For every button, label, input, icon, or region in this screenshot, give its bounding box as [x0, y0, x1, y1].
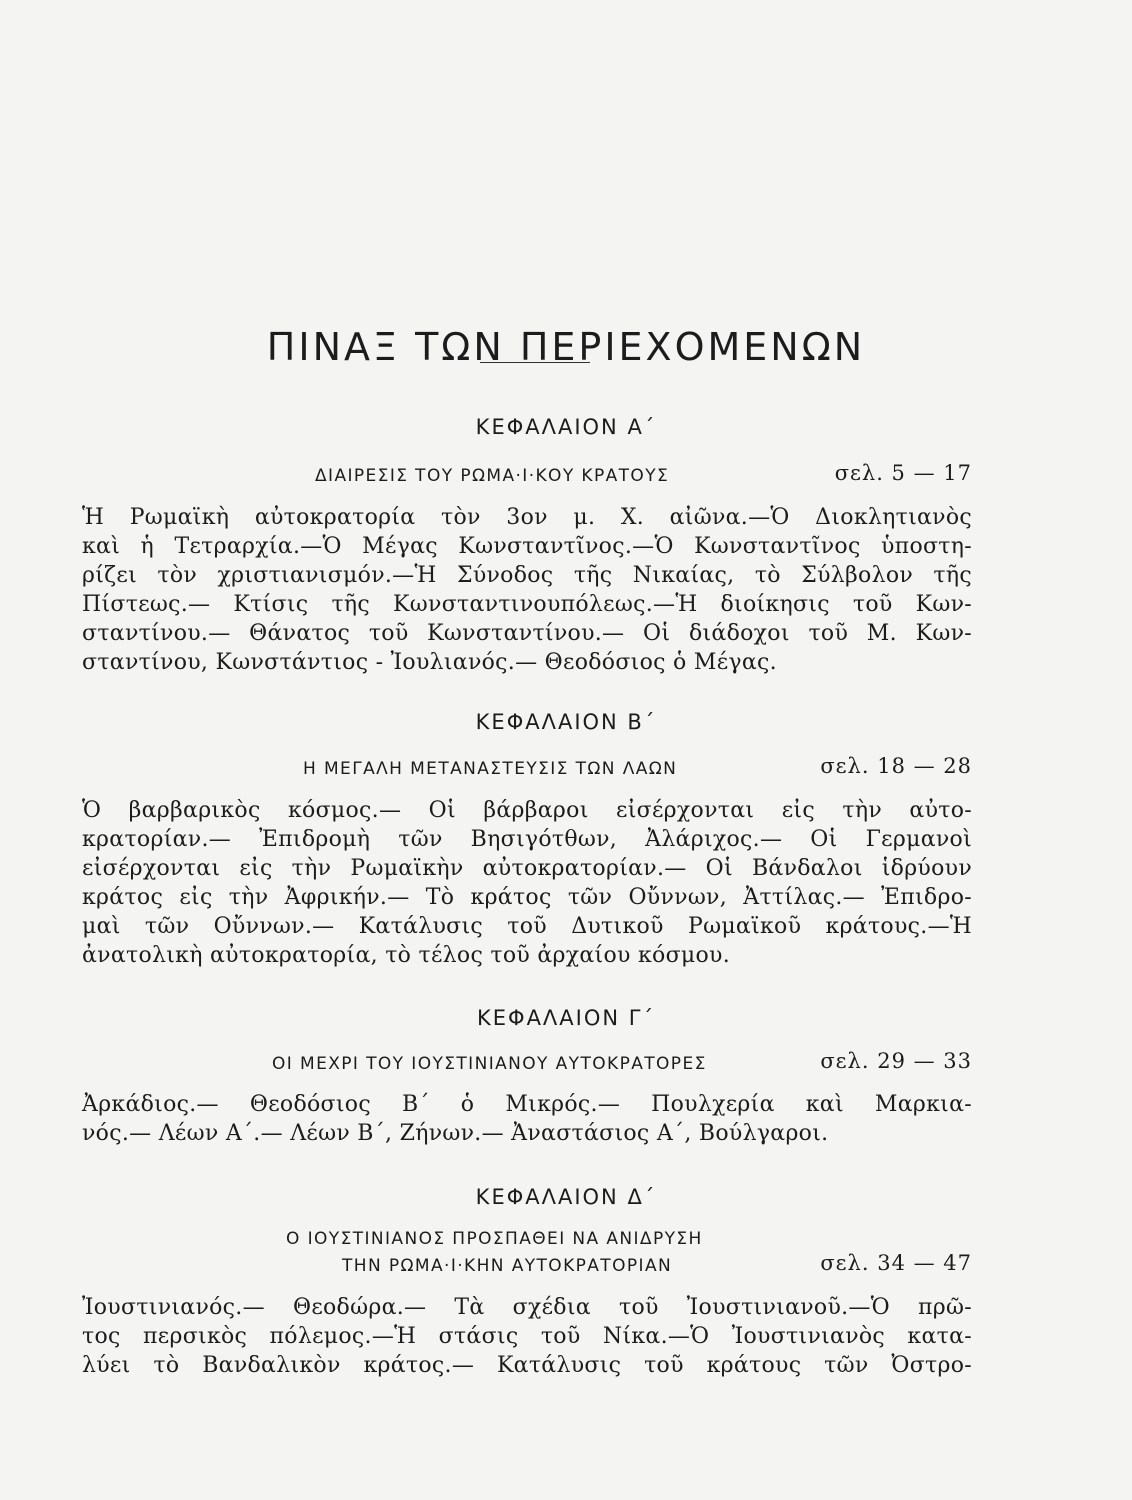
chapter-title: Ο ΙΟΥΣΤΙΝΙΑΝΟΣ ΠΡΟΣΠΑΘΕΙ ΝΑ ΑΝΙΔΡΥΣΗ	[286, 1229, 703, 1249]
summary-line: νός.— Λέων Α΄.— Λέων Β΄, Ζήνων.— Ἀναστάσιος Α΄, Βούλγαροι.	[82, 1121, 829, 1146]
page-range: σελ. 34 — 47	[820, 1251, 972, 1275]
page-range: σελ. 29 — 33	[820, 1049, 972, 1073]
chapter-heading: ΚΕΦΑΛΑΙΟΝ Α΄	[475, 415, 657, 439]
summary-line: Ἀρκάδιος.— Θεοδόσιος Β΄ ὁ Μικρός.— Πουλχερία καὶ Μαρκια-	[82, 1092, 972, 1117]
summary-line: ρίζει τὸν χριστιανισμόν.—Ἡ Σύνοδος τῆς Νικαίας, τὸ Σύλβολον τῆς	[82, 563, 972, 588]
summary-line: κρατορίαν.— Ἐπιδρομὴ τῶν Βησιγότθων, Ἀλάριχος.— Οἱ Γερμανοὶ	[82, 827, 972, 852]
chapter-title: ΔΙΑΙΡΕΣΙΣ ΤΟΥ ΡΩΜΑ·Ι·ΚΟΥ ΚΡΑΤΟΥΣ	[315, 466, 670, 486]
summary-line: Πίστεως.— Κτίσις τῆς Κωνσταντινουπόλεως.—Ἡ διοίκησις τοῦ Κων-	[82, 592, 972, 617]
summary-line: Ὁ βαρβαρικὸς κόσμος.— Οἱ βάρβαροι εἰσέρχονται εἰς τὴν αὐτο-	[82, 798, 972, 823]
page-range: σελ. 18 — 28	[820, 754, 972, 778]
summary-line: σταντίνου, Κωνστάντιος - Ἰουλιανός.— Θεοδόσιος ὁ Μέγας.	[82, 650, 777, 675]
chapter-summary	[82, 1090, 972, 1148]
page-title: ΠΙΝΑΞ ΤΩΝ ΠΕΡΙΕΧΟΜΕΝΩΝ	[266, 325, 866, 370]
title-divider	[480, 362, 590, 363]
summary-line: τος περσικὸς πόλεμος.—Ἡ στάσις τοῦ Νίκα.—Ὁ Ἰουστινιανὸς κατα-	[82, 1324, 972, 1349]
chapter-summary	[82, 796, 972, 970]
summary-line: καὶ ἡ Τετραρχία.—Ὁ Μέγας Κωνσταντῖνος.—Ὁ Κωνσταντῖνος ὑποστη-	[82, 534, 972, 559]
summary-line: σταντίνου.— Θάνατος τοῦ Κωνσταντίνου.— Οἱ διάδοχοι τοῦ Μ. Κων-	[82, 621, 972, 646]
chapter-title: Η ΜΕΓΑΛΗ ΜΕΤΑΝΑΣΤΕΥΣΙΣ ΤΩΝ ΛΑΩΝ	[303, 759, 678, 779]
chapter-title: ΟΙ ΜΕΧΡΙ ΤΟΥ ΙΟΥΣΤΙΝΙΑΝΟΥ ΑΥΤΟΚΡΑΤΟΡΕΣ	[272, 1054, 707, 1074]
summary-line: κράτος εἰς τὴν Ἀφρικήν.— Τὸ κράτος τῶν Οὔννων, Ἀττίλας.— Ἐπιδρο-	[82, 885, 972, 910]
chapter-heading: ΚΕΦΑΛΑΙΟΝ Δ΄	[475, 1185, 657, 1209]
chapter-summary	[82, 503, 972, 677]
summary-line: μαὶ τῶν Οὔννων.— Κατάλυσις τοῦ Δυτικοῦ Ρωμαϊκοῦ κράτους.—Ἡ	[82, 914, 972, 939]
page-range: σελ. 5 — 17	[834, 461, 972, 485]
summary-line: ἀνατολικὴ αὐτοκρατορία, τὸ τέλος τοῦ ἀρχαίου κόσμου.	[82, 943, 731, 968]
summary-line: Ἰουστινιανός.— Θεοδώρα.— Τὰ σχέδια τοῦ Ἰουστινιανοῦ.—Ὁ πρῶ-	[82, 1295, 972, 1320]
summary-line: λύει τὸ Βανδαλικὸν κράτος.— Κατάλυσις τοῦ κράτους τῶν Ὀστρο-	[82, 1353, 972, 1378]
chapter-title: ΤΗΝ ΡΩΜΑ·Ι·ΚΗΝ ΑΥΤΟΚΡΑΤΟΡΙΑΝ	[342, 1256, 673, 1276]
summary-line: εἰσέρχονται εἰς τὴν Ρωμαϊκὴν αὐτοκρατορίαν.— Οἱ Βάνδαλοι ἱδρύουν	[82, 856, 972, 881]
summary-line: Ἡ Ρωμαϊκὴ αὐτοκρατορία τὸν 3ον μ. Χ. αἰῶνα.—Ὁ Διοκλητιανὸς	[82, 505, 972, 530]
chapter-heading: ΚΕΦΑΛΑΙΟΝ Β΄	[475, 710, 657, 734]
chapter-summary	[82, 1293, 972, 1380]
chapter-heading: ΚΕΦΑΛΑΙΟΝ Γ΄	[477, 1006, 655, 1030]
